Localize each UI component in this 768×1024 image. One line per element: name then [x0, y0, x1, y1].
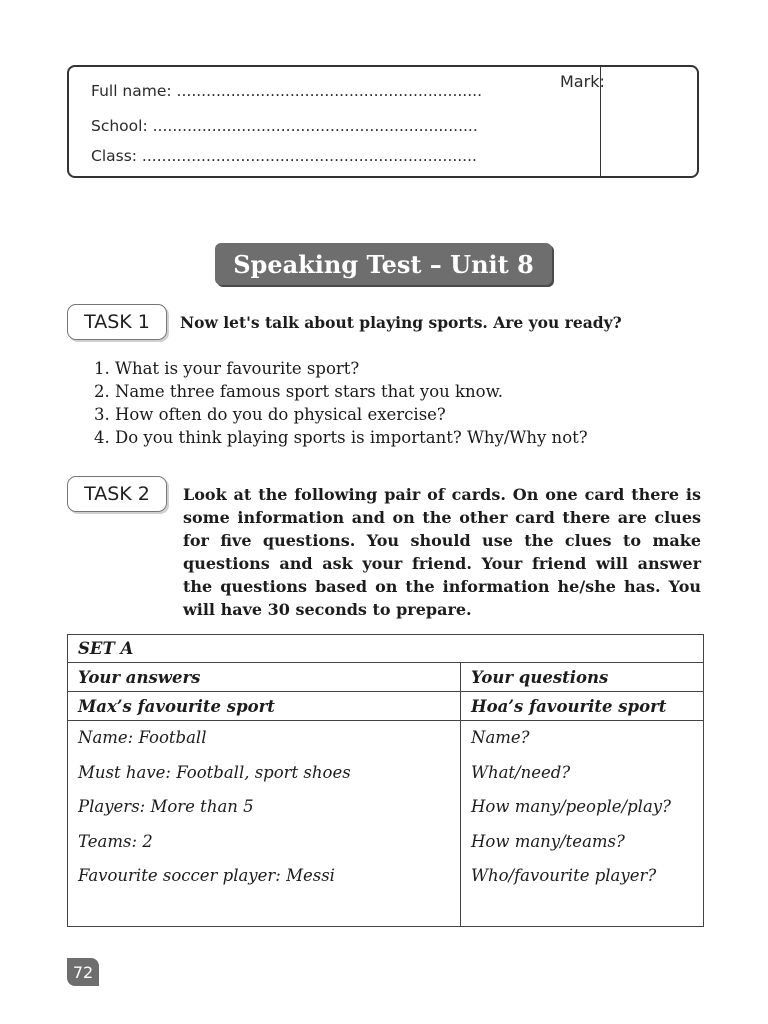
table-row: Who/favourite player?	[471, 866, 657, 885]
answers-cell	[68, 721, 461, 927]
table-row: Must have: Football, sport shoes	[78, 762, 351, 782]
page-title: Speaking Test – Unit 8	[233, 249, 534, 279]
table-row: What/need?	[471, 762, 571, 782]
task2-instructions: Look at the following pair of cards. On one card there is some information and on the other card there are clues for five questions. You should use the clues to make questions and ask your friend. Your friend will answer the questions based on the information he/she has. You will have 30 seconds to prepare.	[183, 485, 701, 619]
school-line: School: ..................................................................	[91, 117, 478, 135]
set-label: SET A	[68, 635, 704, 663]
table-row: How many/teams?	[471, 831, 625, 851]
table-row: Favourite soccer player: Messi	[78, 866, 335, 885]
task1-heading: Now let's talk about playing sports. Are you ready?	[180, 313, 622, 332]
list-item: 4. Do you think playing sports is important? Why/Why not?	[94, 428, 588, 447]
task1-question-list	[94, 357, 588, 449]
student-info-box	[67, 65, 699, 178]
table-row: Name?	[471, 728, 530, 747]
table-row: Teams: 2	[78, 831, 153, 851]
col-left-header: Your answers	[68, 663, 461, 692]
questions-cell	[461, 721, 704, 927]
class-line: Class: ....................................................................	[91, 147, 477, 165]
page-number: 72	[67, 958, 99, 986]
list-item: 1. What is your favourite sport?	[94, 359, 360, 378]
mark-text: Mark:	[560, 72, 605, 91]
col-right-header: Your questions	[461, 663, 704, 692]
page-title-banner	[215, 243, 552, 285]
left-subheader: Max’s favourite sport	[68, 692, 461, 721]
right-subheader: Hoa’s favourite sport	[461, 692, 704, 721]
table-row: How many/people/play?	[471, 797, 671, 816]
table-row: Name: Football	[78, 728, 207, 747]
list-item: 2. Name three famous sport stars that you know.	[94, 382, 504, 401]
full-name-line: Full name: ..............................................................	[91, 82, 483, 100]
task2-tag: TASK 2	[67, 476, 167, 512]
list-item: 3. How often do you do physical exercise?	[94, 405, 446, 424]
set-a-table	[67, 634, 704, 927]
task1-tag: TASK 1	[67, 304, 167, 340]
table-row: Players: More than 5	[78, 797, 254, 816]
